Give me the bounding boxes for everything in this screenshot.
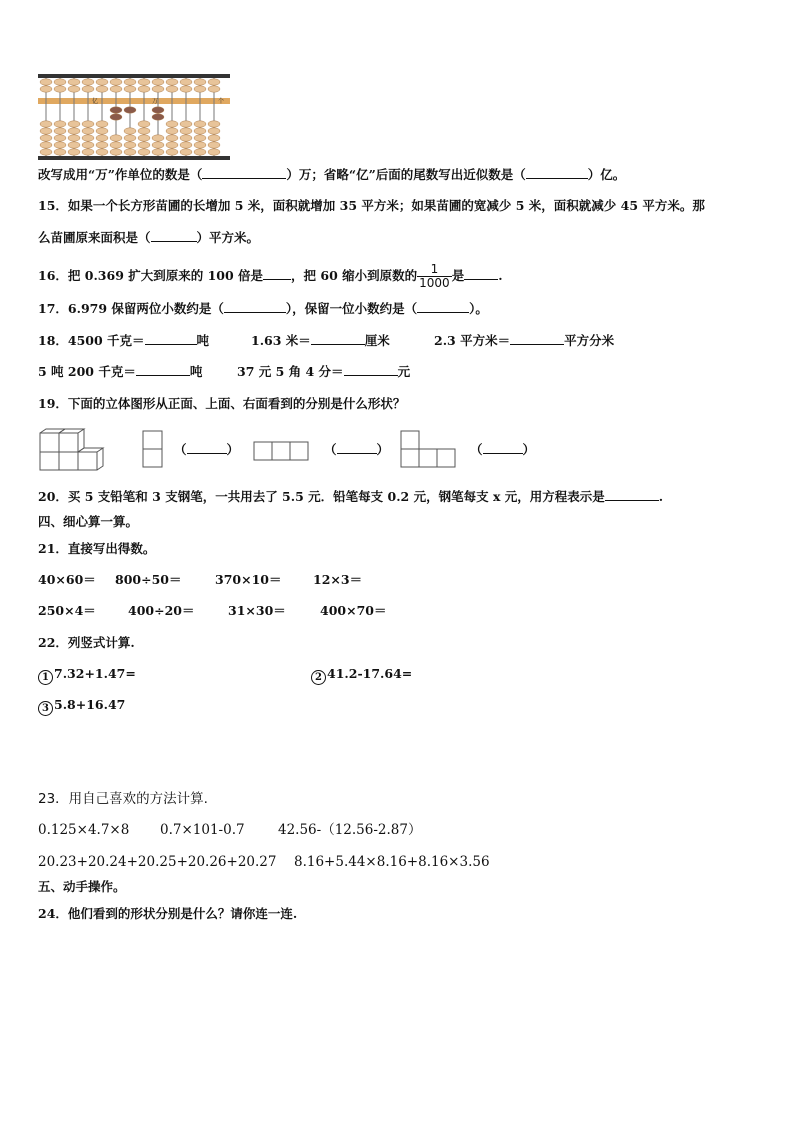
q15-line2: 么苗圃原来面积是（ ）平方米。 (38, 230, 260, 245)
abacus-bead (166, 149, 178, 155)
abacus-bead (180, 149, 192, 155)
q23-title: 23．用自己喜欢的方法计算. (38, 791, 208, 807)
abacus-bead (54, 121, 66, 127)
abacus-bead (96, 135, 108, 141)
q19-answer-2[interactable]: （ ） (324, 442, 390, 457)
q21-r1-c2: 800÷50＝ (115, 572, 182, 587)
abacus-bead (54, 86, 66, 92)
abacus-bead (54, 142, 66, 148)
abacus-bead (82, 79, 94, 85)
abacus-bead (138, 128, 150, 134)
q22-item-3: 3 5.8+16.47 (38, 696, 125, 716)
abacus-bead (124, 86, 136, 92)
q21-title: 21．直接写出得数。 (38, 541, 156, 556)
abacus-bead (68, 142, 80, 148)
abacus-bead (96, 121, 108, 127)
abacus-bead (110, 114, 122, 120)
q21-r1-c1: 40×60＝ (38, 572, 96, 587)
q18-item-e: 37 元 5 角 4 分＝ 元 (237, 364, 411, 379)
abacus-bead (138, 121, 150, 127)
q19-3d-figure (38, 428, 106, 472)
abacus-bead (194, 142, 206, 148)
abacus-bead (40, 135, 52, 141)
abacus-bead (152, 142, 164, 148)
q21-r1-c4: 12×3＝ (313, 572, 363, 587)
q20-line: 20．买 5 支铅笔和 3 支钢笔，一共用去了 5.5 元．铅笔每支 0.2 元，钢笔每支 x 元，用方程表示是 . (38, 489, 664, 504)
q19-line: 19．下面的立体图形从正面、上面、右面看到的分别是什么形状？ (38, 396, 406, 411)
q23-r1-c1: 0.125×4.7×8 (38, 822, 130, 838)
q15-line1: 15．如果一个长方形苗圃的长增加 5 米，面积就增加 35 平方米；如果苗圃的宽减少 5 米，面积就减少 45 平方米。那 (38, 198, 705, 213)
abacus-bead (68, 135, 80, 141)
abacus-unit-yi: 亿 (92, 98, 99, 105)
q17-line: 17．6.979 保留两位小数约是（ ），保留一位小数约是（ ）。 (38, 301, 488, 316)
abacus-bead (208, 128, 220, 134)
abacus-bead (124, 142, 136, 148)
abacus-bead (194, 149, 206, 155)
abacus-bead (54, 135, 66, 141)
q19-top-view (253, 441, 311, 462)
abacus-bead (138, 86, 150, 92)
q23-r2-c1: 20.23+20.24+20.25+20.26+20.27 (38, 854, 277, 870)
q21-r2-c4: 400×70＝ (320, 603, 387, 618)
abacus-bead (194, 121, 206, 127)
abacus-bead (138, 135, 150, 141)
abacus-bead (40, 121, 52, 127)
abacus-bead (96, 128, 108, 134)
abacus-bead (110, 142, 122, 148)
abacus-bead (110, 107, 122, 113)
abacus-bead (124, 107, 136, 113)
q18-item-a: 18．4500 千克＝ 吨 (38, 333, 210, 348)
q23-r1-c2: 0.7×101-0.7 (160, 822, 245, 838)
abacus-bead (110, 149, 122, 155)
q24-title: 24．他们看到的形状分别是什么？请你连一连. (38, 906, 298, 921)
abacus-bead (40, 128, 52, 134)
abacus-bead (208, 121, 220, 127)
abacus-bead (40, 149, 52, 155)
abacus-unit-ge: 个 (218, 98, 225, 105)
section-4-heading: 四、细心算一算。 (38, 514, 139, 529)
abacus-bead (68, 121, 80, 127)
abacus-bead (54, 79, 66, 85)
abacus-bead (110, 135, 122, 141)
abacus-unit-wan: 万 (152, 98, 159, 105)
abacus-figure (38, 74, 230, 160)
abacus-bead (138, 149, 150, 155)
abacus-bead (54, 128, 66, 134)
abacus-bead (180, 128, 192, 134)
q21-r2-c1: 250×4＝ (38, 603, 96, 618)
q18-item-b: 1.63 米＝ 厘米 (251, 333, 390, 348)
q22-title: 22．列竖式计算. (38, 635, 135, 650)
abacus-bead (68, 86, 80, 92)
abacus-bead (208, 142, 220, 148)
abacus-bead (166, 79, 178, 85)
abacus-bead (166, 128, 178, 134)
abacus-bead (208, 149, 220, 155)
abacus-bead (194, 79, 206, 85)
abacus-bead (82, 121, 94, 127)
abacus-bead (124, 135, 136, 141)
abacus-bead (54, 149, 66, 155)
abacus-bead (96, 86, 108, 92)
abacus-bead (138, 142, 150, 148)
abacus-bead (194, 135, 206, 141)
abacus-bead (194, 86, 206, 92)
q19-front-view (142, 430, 164, 470)
q14-line: 改写成用“万”作单位的数是（ ）万；省略“亿”后面的尾数写出近似数是（ ）亿。 (38, 167, 626, 182)
abacus-bead (166, 142, 178, 148)
abacus-bead (152, 114, 164, 120)
abacus-bead (208, 135, 220, 141)
abacus-bead (124, 149, 136, 155)
abacus-bead (82, 128, 94, 134)
abacus-bead (208, 79, 220, 85)
abacus-bead (194, 128, 206, 134)
abacus-bead (180, 79, 192, 85)
abacus-bead (82, 135, 94, 141)
abacus-bead (166, 86, 178, 92)
abacus-bead (96, 79, 108, 85)
abacus-bead (152, 135, 164, 141)
abacus-bead (166, 121, 178, 127)
abacus-bead (138, 79, 150, 85)
abacus-bead (68, 79, 80, 85)
q21-r2-c2: 400÷20＝ (128, 603, 195, 618)
abacus-bead (208, 86, 220, 92)
abacus-bead (96, 142, 108, 148)
q16-line: 16．把 0.369 扩大到原来的 100 倍是 ，把 60 缩小到原数的 $\frac{1}{1000}$ 是 . (38, 262, 503, 290)
q18-item-c: 2.3 平方米＝ 平方分米 (434, 333, 615, 348)
abacus-bead (82, 86, 94, 92)
abacus-bead (152, 86, 164, 92)
abacus-bead (82, 142, 94, 148)
abacus-bead (40, 86, 52, 92)
circled-number: 2 (311, 670, 326, 685)
abacus-bead (152, 107, 164, 113)
abacus-bead (180, 86, 192, 92)
q22-item-1: 1 7.32+1.47= (38, 665, 136, 685)
abacus-bead (40, 142, 52, 148)
abacus-bead (124, 128, 136, 134)
q23-r2-c2: 8.16+5.44×8.16+8.16×3.56 (294, 854, 490, 870)
abacus-bead (180, 121, 192, 127)
q19-answer-1[interactable]: （ ） (174, 442, 240, 457)
section-5-heading: 五、动手操作。 (38, 879, 126, 894)
abacus-bead (152, 79, 164, 85)
q21-r2-c3: 31×30＝ (228, 603, 286, 618)
abacus-bead (110, 79, 122, 85)
abacus-bead (96, 149, 108, 155)
abacus-bead (68, 128, 80, 134)
circled-number: 3 (38, 701, 53, 716)
abacus-bead (110, 86, 122, 92)
q19-answer-3[interactable]: （ ） (470, 442, 536, 457)
q23-r1-c3: 42.56-（12.56-2.87） (278, 822, 422, 838)
abacus-bead (180, 142, 192, 148)
abacus-bead (166, 135, 178, 141)
abacus-bead (82, 149, 94, 155)
q16-fraction: $\frac{1}{1000}$ (419, 262, 450, 290)
q22-item-2: 2 41.2-17.64= (311, 665, 412, 685)
q21-r1-c3: 370×10＝ (215, 572, 282, 587)
q18-item-d: 5 吨 200 千克＝ 吨 (38, 364, 203, 379)
abacus-bead (180, 135, 192, 141)
q19-side-view (400, 430, 460, 470)
circled-number: 1 (38, 670, 53, 685)
abacus-bead (40, 79, 52, 85)
abacus-bead (124, 79, 136, 85)
abacus-bead (152, 149, 164, 155)
abacus-bead (68, 149, 80, 155)
